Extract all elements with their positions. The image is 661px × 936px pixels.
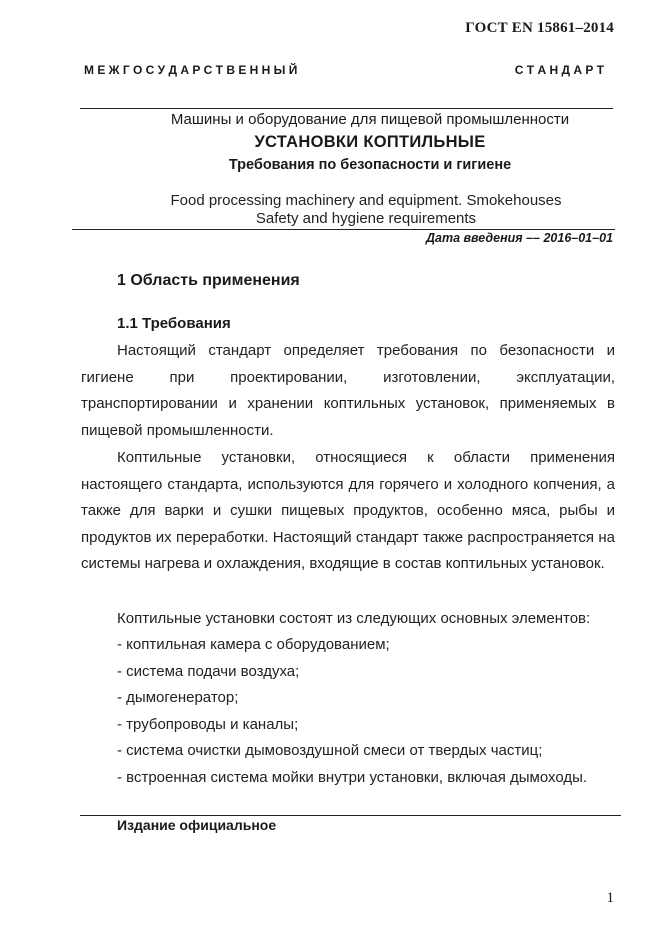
header-divider [80, 108, 613, 109]
paragraph: Коптильные установки состоят из следующих основных элементов: [117, 610, 591, 627]
standard-subject: Машины и оборудование для пищевой промышленности [170, 111, 570, 128]
list-item: - трубопроводы и каналы; [117, 715, 299, 733]
english-title-line-2: Safety and hygiene requirements [255, 210, 477, 227]
elements-list [117, 632, 617, 792]
subsection-heading: 1.1 Требования [117, 315, 231, 332]
list-item: - система очистки дымовоздушной смеси от твердых частиц; [117, 742, 543, 760]
list-item: - коптильная камера с оборудованием; [117, 636, 390, 653]
section-heading: 1 Область применения [117, 272, 300, 289]
official-edition-label: Издание официальное [117, 817, 277, 833]
gost-code: ГОСТ EN 15861–2014 [465, 20, 614, 36]
standard-title: УСТАНОВКИ КОПТИЛЬНЫЕ [254, 133, 486, 151]
standard-subtitle: Требования по безопасности и гигиене [228, 157, 512, 173]
title-divider [72, 229, 615, 230]
english-title-line-1: Food processing machinery and equipment. Smokehouses [170, 192, 562, 209]
footer-divider [80, 815, 621, 816]
interstate-word: М Е Ж Г О С У Д А Р С Т В Е Н Н Ы Й [84, 63, 298, 77]
list-item: - дымогенератор; [117, 689, 239, 707]
page-number: 1 [606, 890, 614, 906]
list-item: - встроенная система мойки внутри установки, включая дымоходы. [117, 768, 588, 786]
paragraph: Настоящий стандарт определяет требования по безопасности и гигиене при проектировании, изготовлении, эксплуатации, транспортировании и хранении коптильных установок, применяемых в пищевой промышленности. [81, 342, 615, 439]
paragraph: Коптильные установки, относящиеся к области применения настоящего стандарта, используются для горячего и холодного копчения, а также для варки и сушки пищевых продуктов, особенно мяса, рыбы и продуктов их переработки. Настоящий стандарт также распространяется на системы нагрева и охлаждения, входящие в состав коптильных установок. [81, 449, 615, 572]
list-item: - система подачи воздуха; [117, 662, 300, 680]
introduction-date: Дата введения –– 2016–01–01 [425, 231, 613, 245]
standard-word: С Т А Н Д А Р Т [514, 63, 604, 77]
interstate-standard-label [84, 63, 604, 77]
